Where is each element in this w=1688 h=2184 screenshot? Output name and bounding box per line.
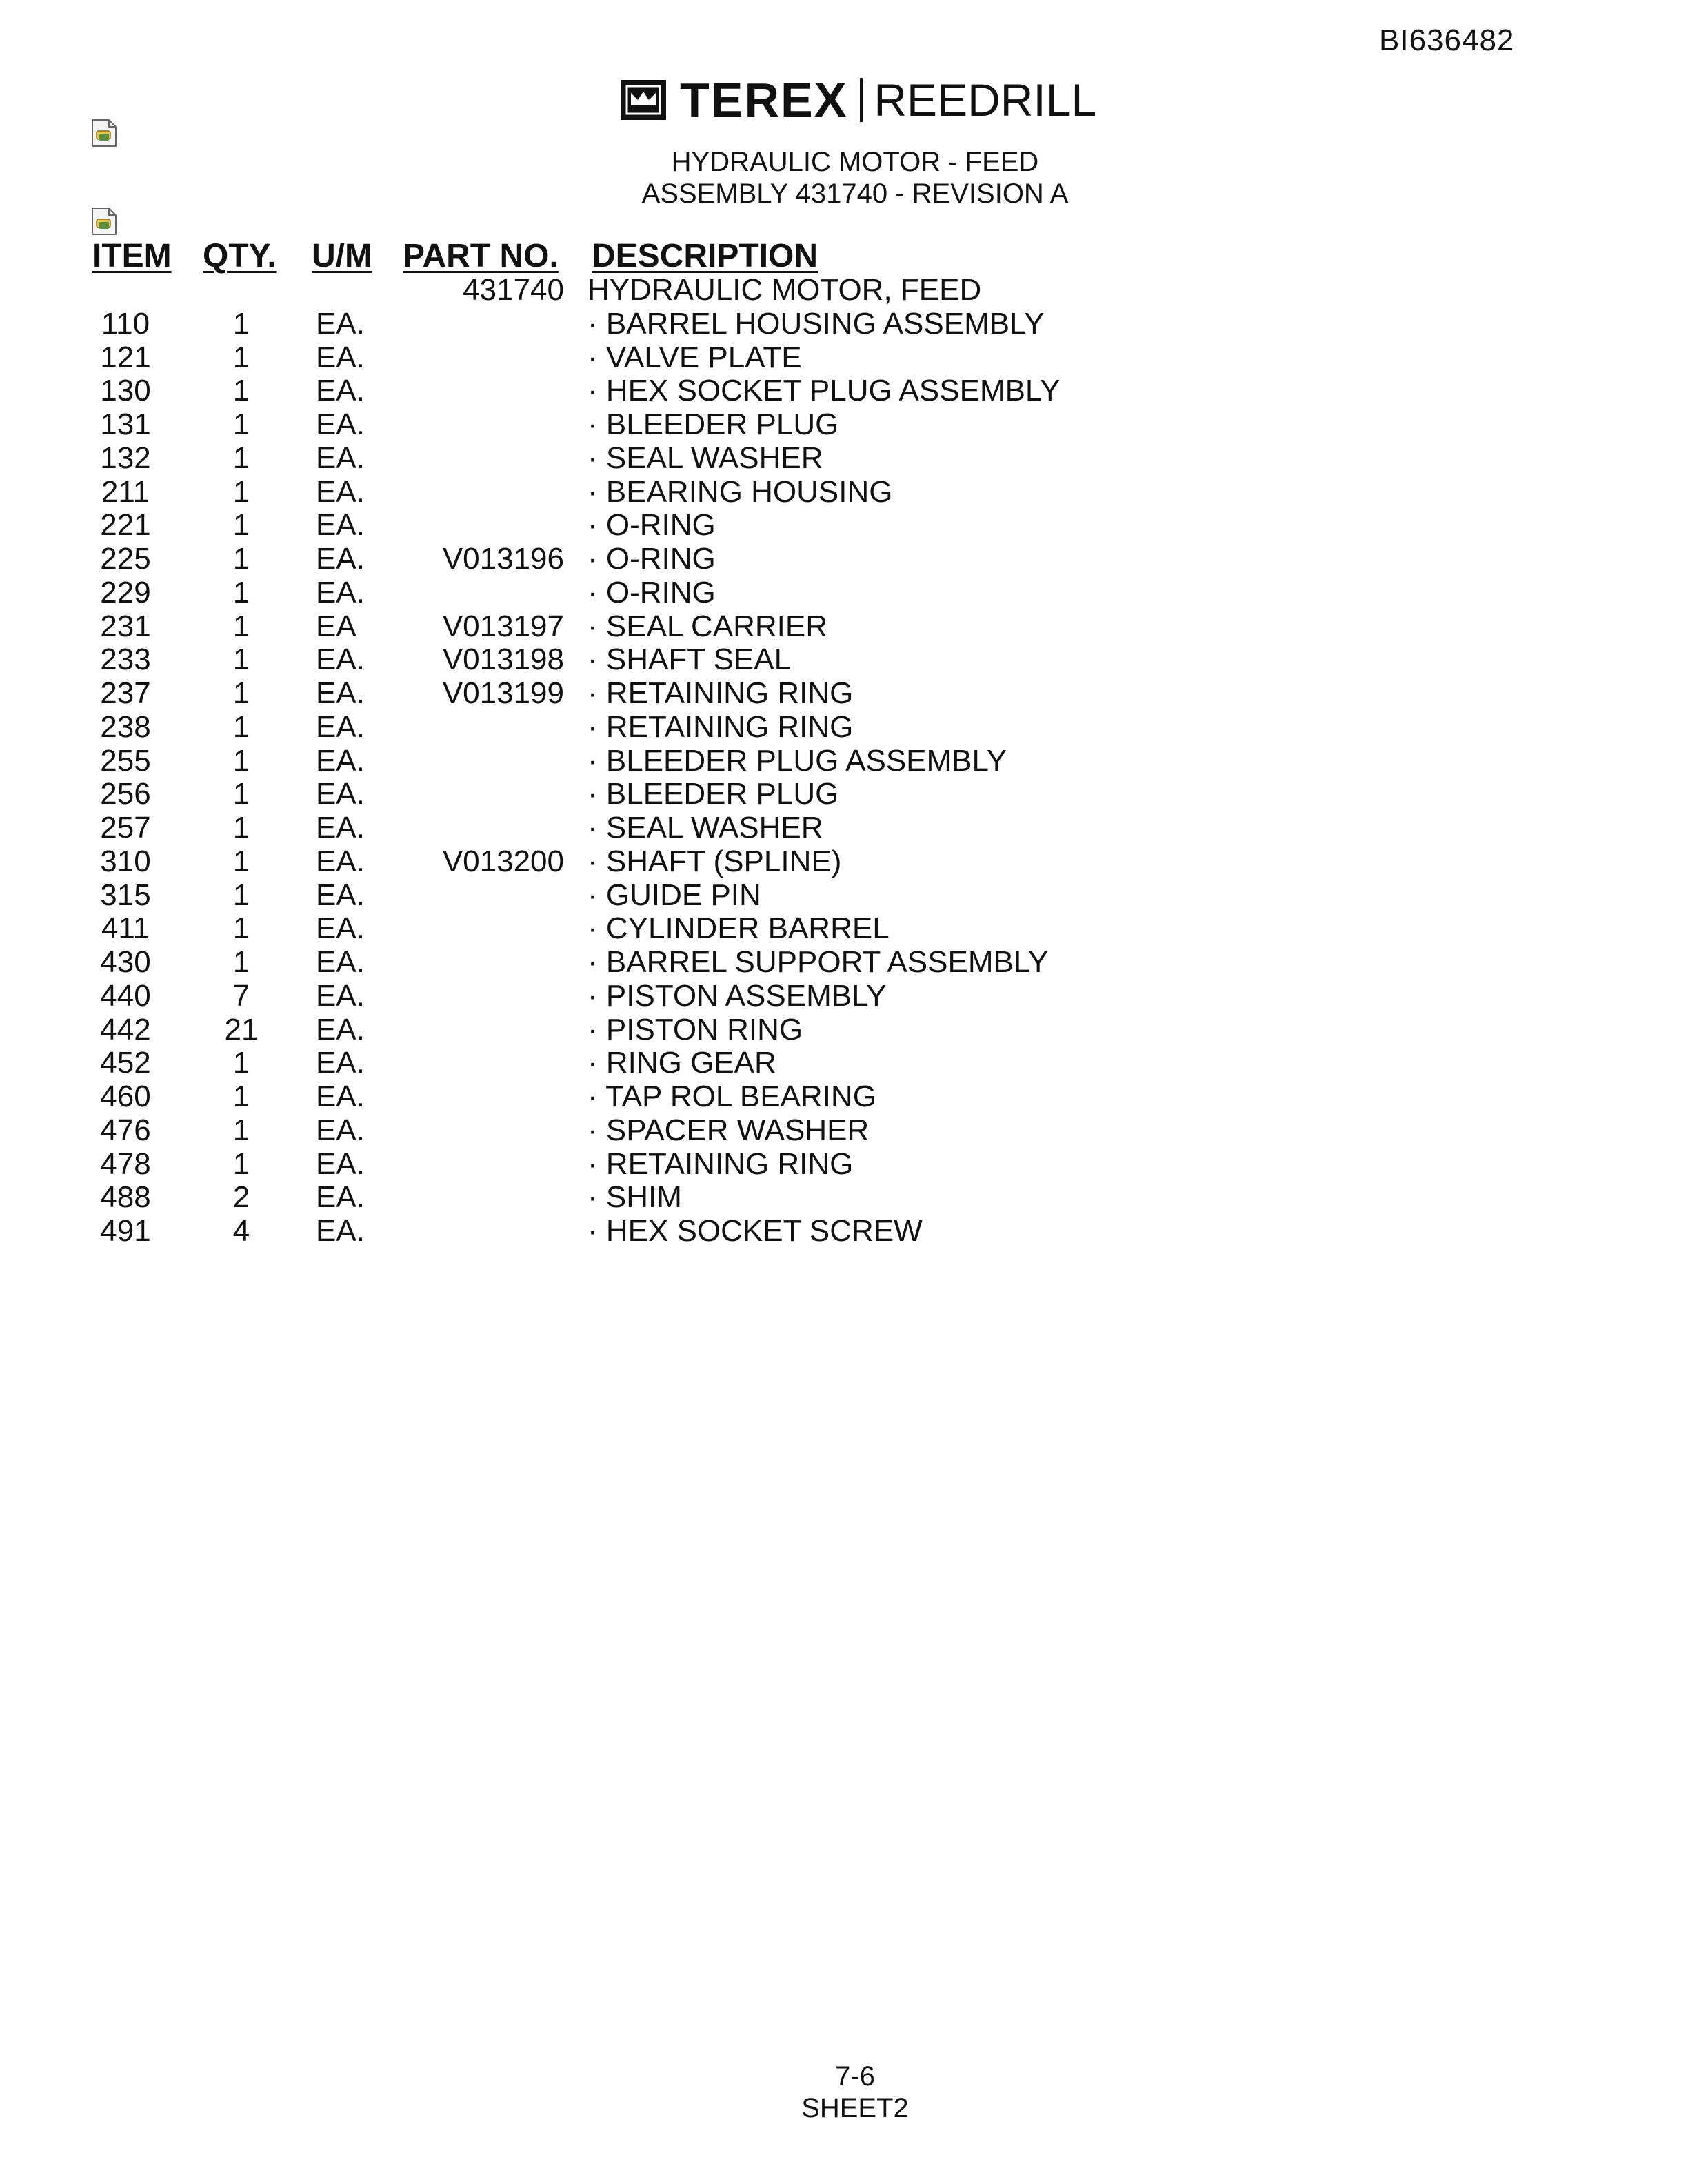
embedded-document-icon[interactable]	[91, 207, 117, 236]
cell-item: 257	[100, 811, 151, 845]
cell-qty: 1	[232, 474, 250, 509]
cell-um: EA	[316, 609, 356, 643]
cell-item: 430	[100, 945, 151, 979]
cell-qty: 1	[232, 709, 250, 744]
cell-description: · VALVE PLATE	[587, 340, 802, 374]
cell-description: · SHIM	[587, 1180, 682, 1215]
cell-description: · BLEEDER PLUG ASSEMBLY	[587, 743, 1007, 778]
cell-um: EA.	[316, 374, 365, 408]
cell-um: EA.	[316, 844, 365, 878]
cell-description: · HEX SOCKET PLUG ASSEMBLY	[587, 374, 1061, 408]
brand-divider	[860, 78, 863, 122]
cell-item: 221	[100, 508, 151, 543]
table-row	[0, 710, 1688, 744]
cell-qty: 1	[232, 676, 250, 710]
cell-description: · BARREL HOUSING ASSEMBLY	[587, 306, 1045, 341]
cell-description: HYDRAULIC MOTOR, FEED	[587, 273, 982, 307]
cell-um: EA.	[316, 1046, 365, 1080]
cell-um: EA.	[316, 878, 365, 912]
cell-description: · RETAINING RING	[587, 1146, 854, 1181]
cell-part-no: V013198	[442, 643, 564, 677]
cell-qty: 1	[232, 306, 250, 341]
cell-qty: 21	[224, 1012, 259, 1046]
cell-item: 310	[100, 844, 151, 878]
cell-um: EA.	[316, 1080, 365, 1113]
sheet-label: SHEET2	[801, 2093, 909, 2123]
cell-um: EA.	[316, 407, 365, 441]
cell-description: · SEAL WASHER	[587, 441, 823, 475]
cell-item: 225	[100, 542, 151, 576]
cell-description: · RETAINING RING	[587, 676, 854, 710]
column-header-um: U/M	[312, 238, 372, 274]
embedded-document-icon[interactable]	[91, 119, 117, 148]
table-row	[0, 273, 1688, 307]
brand-logo	[621, 74, 1096, 125]
cell-um: EA.	[316, 340, 365, 374]
cell-description: · SEAL CARRIER	[587, 609, 828, 643]
cell-description: · HEX SOCKET SCREW	[587, 1214, 923, 1248]
cell-item: 110	[101, 306, 150, 341]
cell-part-no: V013197	[442, 609, 564, 643]
cell-description: · PISTON RING	[587, 1012, 803, 1046]
cell-item: 491	[100, 1214, 151, 1248]
table-row	[0, 1214, 1688, 1248]
cell-item: 478	[100, 1146, 151, 1181]
cell-um: EA.	[316, 743, 365, 778]
cell-description: · TAP ROL BEARING	[587, 1080, 876, 1113]
column-header-qty: QTY.	[203, 238, 277, 274]
cell-qty: 2	[232, 1180, 250, 1215]
table-row	[0, 609, 1688, 643]
table-row	[0, 1113, 1688, 1147]
cell-qty: 1	[232, 743, 250, 778]
table-row	[0, 1147, 1688, 1181]
cell-description: · O-RING	[587, 542, 716, 576]
table-row	[0, 676, 1688, 710]
column-header-description: DESCRIPTION	[592, 238, 818, 274]
table-row	[0, 1180, 1688, 1214]
cell-description: · O-RING	[587, 575, 716, 609]
cell-part-no: V013200	[442, 844, 564, 878]
table-row	[0, 979, 1688, 1013]
cell-qty: 1	[232, 407, 250, 441]
cell-um: EA.	[316, 911, 365, 946]
cell-item: 229	[100, 575, 151, 609]
cell-item: 231	[100, 609, 151, 643]
column-header-item: ITEM	[92, 238, 172, 274]
cell-um: EA.	[316, 575, 365, 609]
cell-qty: 1	[232, 1046, 250, 1080]
cell-part-no: V013199	[442, 676, 564, 710]
cell-item: 238	[100, 709, 151, 744]
cell-description: · BLEEDER PLUG	[587, 777, 839, 811]
cell-qty: 7	[232, 978, 250, 1013]
table-row	[0, 576, 1688, 609]
cell-qty: 1	[232, 575, 250, 609]
column-header-part-no: PART NO.	[403, 238, 559, 274]
cell-um: EA.	[316, 811, 365, 845]
page-number: 7-6	[835, 2061, 875, 2092]
cell-qty: 1	[232, 878, 250, 912]
cell-description: · RETAINING RING	[587, 709, 854, 744]
cell-item: 130	[100, 374, 151, 408]
table-row	[0, 1013, 1688, 1046]
cell-item: 452	[100, 1046, 151, 1080]
cell-qty: 1	[232, 508, 250, 543]
cell-description: · BLEEDER PLUG	[587, 407, 839, 441]
table-row	[0, 341, 1688, 374]
table-row	[0, 441, 1688, 475]
table-row	[0, 475, 1688, 509]
cell-description: · BARREL SUPPORT ASSEMBLY	[587, 945, 1049, 979]
cell-um: EA.	[316, 1214, 365, 1248]
cell-description: · SEAL WASHER	[587, 811, 823, 845]
terex-crown-icon	[621, 80, 666, 120]
cell-qty: 1	[232, 441, 250, 475]
cell-um: EA.	[316, 777, 365, 811]
table-row	[0, 945, 1688, 979]
cell-item: 315	[100, 878, 151, 912]
table-row	[0, 845, 1688, 878]
cell-qty: 1	[232, 811, 250, 845]
cell-um: EA.	[316, 508, 365, 543]
cell-item: 237	[100, 676, 151, 710]
cell-um: EA.	[316, 441, 365, 475]
cell-qty: 1	[232, 844, 250, 878]
cell-description: · O-RING	[587, 508, 716, 543]
table-row	[0, 1046, 1688, 1080]
cell-item: 121	[100, 340, 151, 374]
title-line-2: ASSEMBLY 431740 - REVISION A	[641, 179, 1069, 209]
table-row	[0, 744, 1688, 778]
brand-name-bold: TEREX	[680, 73, 848, 127]
cell-item: 440	[100, 978, 151, 1013]
cell-description: · SPACER WASHER	[587, 1113, 870, 1147]
cell-part-no: 431740	[463, 273, 564, 307]
title-line-1: HYDRAULIC MOTOR - FEED	[671, 147, 1039, 177]
cell-item: 255	[100, 743, 151, 778]
cell-um: EA.	[316, 643, 365, 677]
table-row	[0, 1080, 1688, 1113]
cell-description: · GUIDE PIN	[587, 878, 761, 912]
cell-qty: 1	[232, 340, 250, 374]
cell-description: · PISTON ASSEMBLY	[587, 978, 887, 1013]
table-row	[0, 878, 1688, 912]
cell-um: EA.	[316, 1180, 365, 1215]
cell-description: · CYLINDER BARREL	[587, 911, 890, 946]
cell-um: EA.	[316, 978, 365, 1013]
cell-qty: 1	[232, 945, 250, 979]
cell-description: · SHAFT SEAL	[587, 643, 792, 677]
table-row	[0, 777, 1688, 811]
cell-item: 256	[100, 777, 151, 811]
cell-item: 411	[101, 911, 150, 946]
table-row	[0, 307, 1688, 341]
cell-um: EA.	[316, 474, 365, 509]
cell-qty: 1	[232, 1146, 250, 1181]
cell-um: EA.	[316, 709, 365, 744]
table-row	[0, 911, 1688, 945]
cell-um: EA.	[316, 306, 365, 341]
document-id: BI636482	[1379, 23, 1515, 57]
cell-item: 488	[100, 1180, 151, 1215]
table-row	[0, 643, 1688, 676]
cell-um: EA.	[316, 945, 365, 979]
cell-qty: 1	[232, 542, 250, 576]
cell-item: 442	[100, 1012, 151, 1046]
cell-qty: 1	[232, 777, 250, 811]
table-row	[0, 811, 1688, 845]
table-row	[0, 407, 1688, 441]
cell-item: 460	[100, 1080, 151, 1113]
cell-qty: 1	[232, 609, 250, 643]
cell-qty: 1	[232, 911, 250, 946]
cell-item: 233	[100, 643, 151, 677]
cell-qty: 1	[232, 1080, 250, 1113]
cell-description: · RING GEAR	[587, 1046, 776, 1080]
cell-qty: 1	[232, 643, 250, 677]
cell-item: 476	[100, 1113, 151, 1147]
cell-item: 131	[100, 407, 151, 441]
cell-um: EA.	[316, 1146, 365, 1181]
cell-qty: 4	[232, 1214, 250, 1248]
cell-um: EA.	[316, 1012, 365, 1046]
table-row	[0, 542, 1688, 576]
brand-name-light: REEDRILL	[874, 74, 1097, 125]
cell-item: 211	[101, 474, 150, 509]
cell-qty: 1	[232, 1113, 250, 1147]
table-row	[0, 374, 1688, 407]
cell-item: 132	[100, 441, 151, 475]
cell-um: EA.	[316, 1113, 365, 1147]
cell-description: · SHAFT (SPLINE)	[587, 844, 842, 878]
cell-um: EA.	[316, 542, 365, 576]
cell-um: EA.	[316, 676, 365, 710]
cell-qty: 1	[232, 374, 250, 408]
table-row	[0, 508, 1688, 542]
cell-part-no: V013196	[442, 542, 564, 576]
cell-description: · BEARING HOUSING	[587, 474, 893, 509]
